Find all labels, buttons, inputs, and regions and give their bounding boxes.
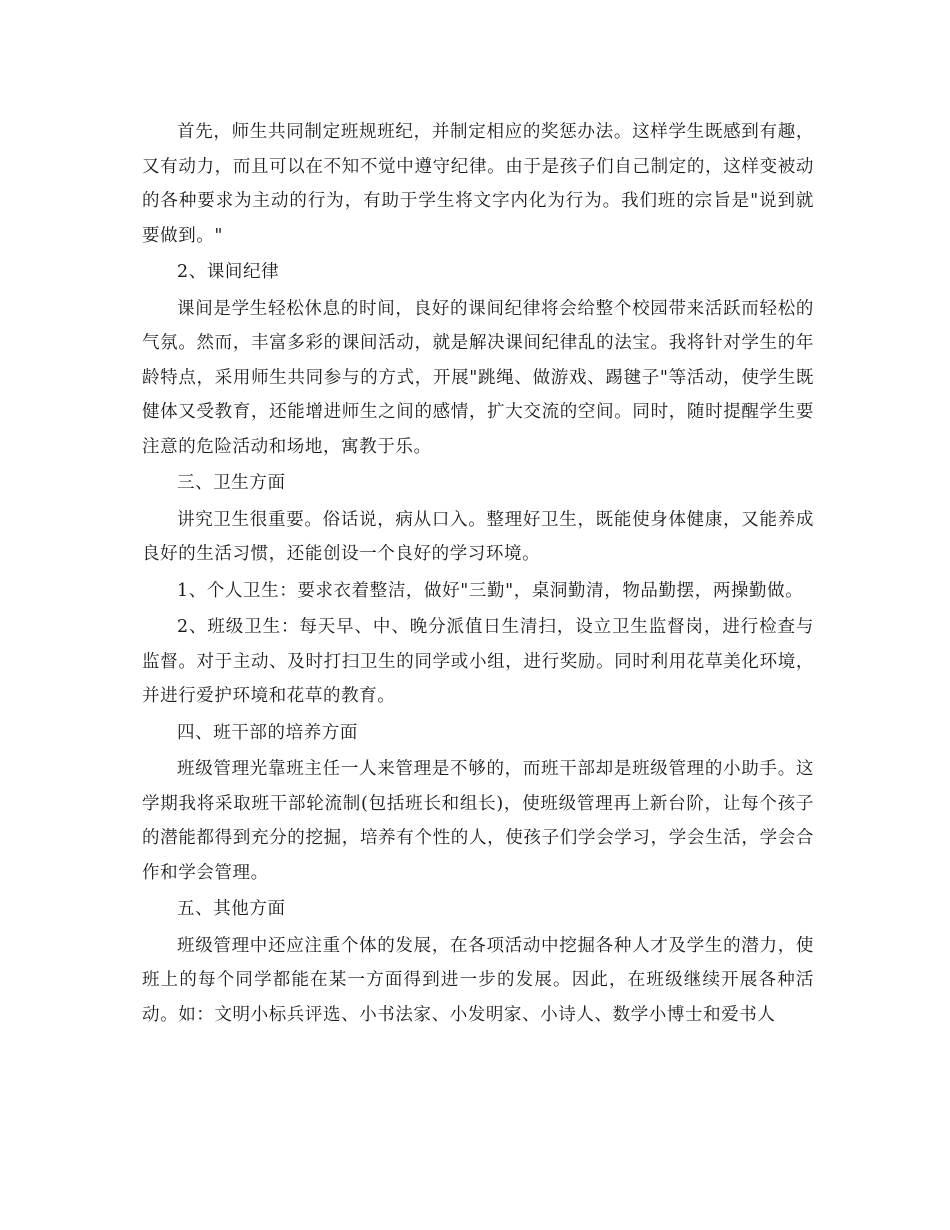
heading-break-discipline: 2、课间纪律 — [177, 262, 280, 282]
paragraph-class-hygiene: 2、班级卫生：每天早、中、晚分派值日生清扫，设立卫生监督岗，进行检查与监督。对于主动、及时打扫卫生的同学或小组，进行奖励。同时利用花草美化环境，并进行爱护环境和花草的教育。 — [142, 617, 814, 706]
paragraph-hygiene-intro: 讲究卫生很重要。俗话说，病从口入。整理好卫生，既能使身体健康，又能养成良好的生活习惯，还能创设一个良好的学习环境。 — [142, 509, 814, 564]
heading-hygiene: 三、卫生方面 — [177, 473, 286, 493]
heading-other-aspects: 五、其他方面 — [177, 899, 286, 919]
paragraph-class-cadres: 班级管理光靠班主任一人来管理是不够的，而班干部却是班级管理的小助手。这学期我将采取班干部轮流制(包括班长和组长)，使班级管理再上新台阶，让每个孩子的潜能都得到充分的挖掘，培养有个性的人，使孩子们学会学习，学会生活，学会合作和学会管理。 — [142, 759, 814, 883]
paragraph-break-discipline: 课间是学生轻松休息的时间，良好的课间纪律将会给整个校园带来活跃而轻松的气氛。然而，丰富多彩的课间活动，就是解决课间纪律乱的法宝。我将针对学生的年龄特点，采用师生共同参与的方式，开展"跳绳、做游戏、踢毽子"等活动，使学生既健体又受教育，还能增进师生之间的感情，扩大交流的空间。同时，随时提醒学生要注意的危险活动和场地，寓教于乐。 — [142, 298, 814, 457]
paragraph-class-rules: 首先，师生共同制定班规班纪，并制定相应的奖惩办法。这样学生既感到有趣，又有动力，而且可以在不知不觉中遵守纪律。由于是孩子们自己制定的，这样变被动的各种要求为主动的行为，有助于学生将文字内化为行为。我们班的宗旨是"说到就要做到。" — [142, 122, 814, 246]
document-body — [142, 115, 814, 1034]
paragraph-personal-hygiene: 1、个人卫生：要求衣着整洁，做好"三勤"，桌洞勤清，物品勤摆，两操勤做。 — [177, 580, 804, 601]
heading-class-cadres: 四、班干部的培养方面 — [177, 722, 358, 743]
paragraph-other-aspects: 班级管理中还应注重个体的发展，在各项活动中挖掘各种人才及学生的潜力，使班上的每个同学都能在某一方面得到进一步的发展。因此，在班级继续开展各种活动。如：文明小标兵评选、小书法家、小发明家、小诗人、数学小博士和爱书人 — [142, 935, 814, 1025]
